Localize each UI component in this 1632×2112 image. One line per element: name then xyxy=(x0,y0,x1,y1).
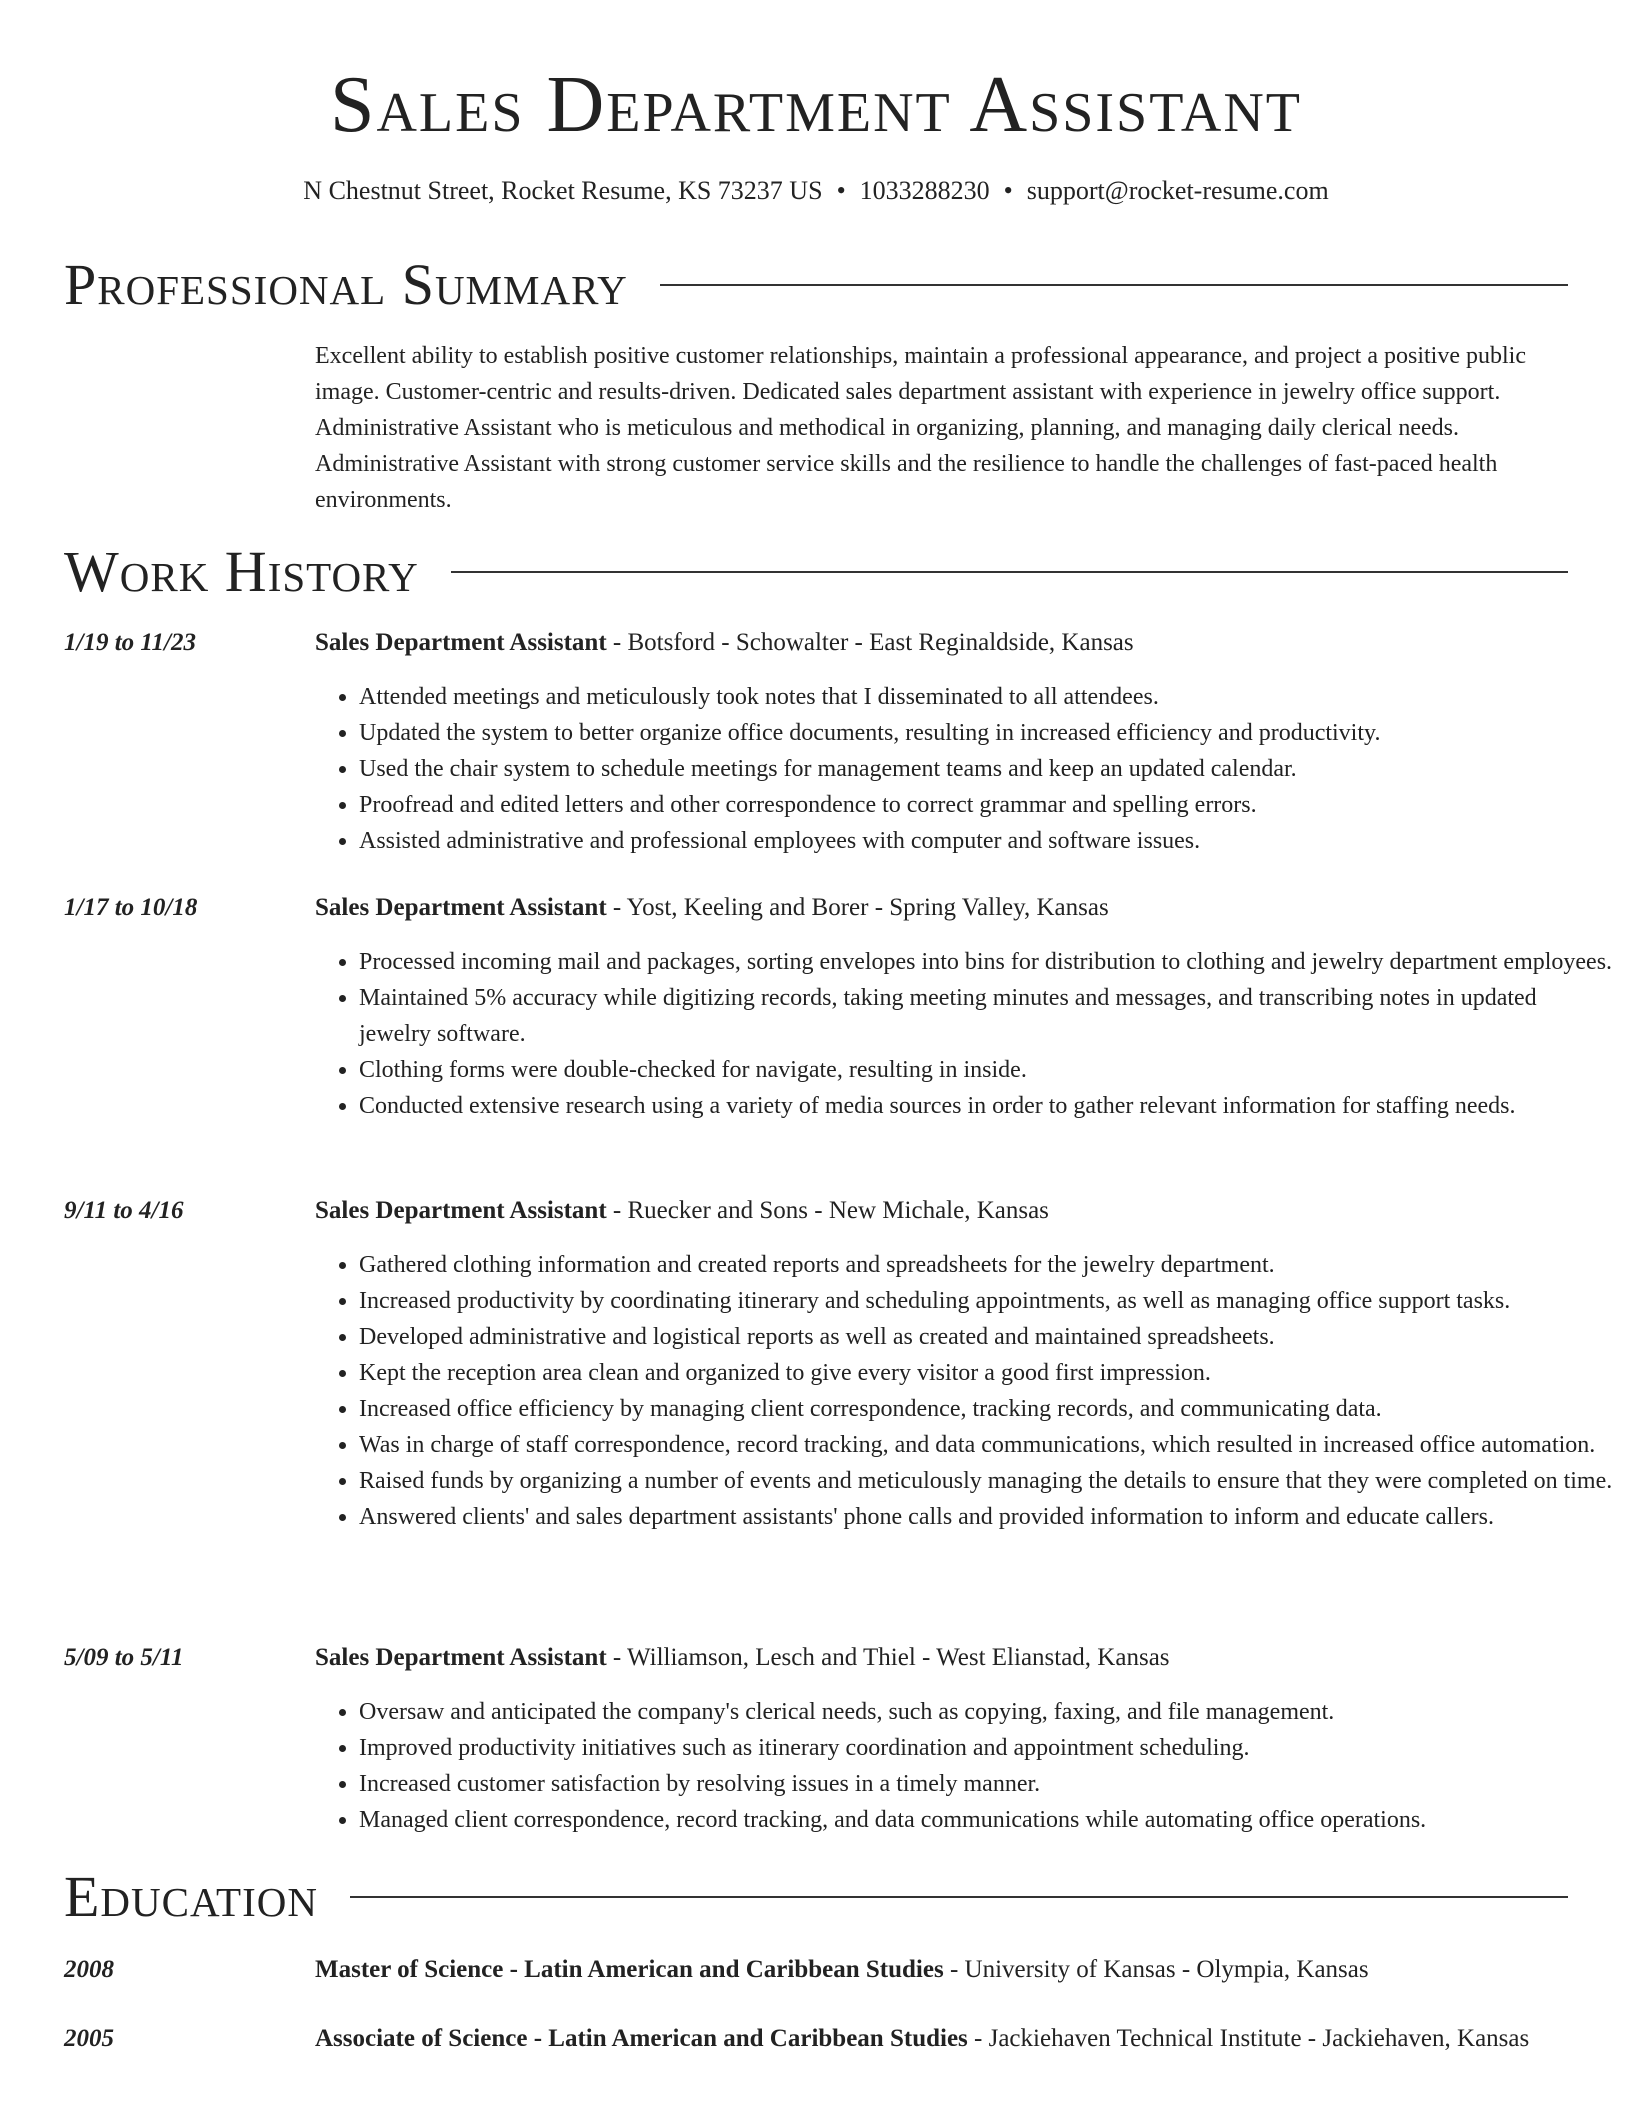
job-bullet: • Proofread and edited letters and other correspondence to correct grammar and spelling errors. xyxy=(359,787,1614,823)
job-dates: 1/19 to 11/23 xyxy=(64,629,196,656)
job-bullet: • Answered clients' and sales department assistants' phone calls and provided information to inform and educate callers. xyxy=(359,1499,1614,1535)
job-employer: - Botsford - Schowalter - East Reginaldside, Kansas xyxy=(606,629,1134,656)
contact-separator: • xyxy=(836,176,846,205)
job-employer: - Yost, Keeling and Borer - Spring Valley, Kansas xyxy=(606,894,1109,921)
job-bullet: • Updated the system to better organize office documents, resulting in increased efficiency and productivity. xyxy=(359,715,1614,751)
summary-text: Excellent ability to establish positive customer relationships, maintain a professional appearance, and project a positive public image. Customer-centric and results-driven. Dedicated sales department assistant with experience in jewelry office support. Administrative Assistant who is meticulous and methodical in organizing, planning, and managing daily clerical needs. Administrative Assistant with strong customer service skills and the resilience to handle the challenges of fast-paced health environments. xyxy=(315,343,1526,513)
education-school: - University of Kansas - Olympia, Kansas xyxy=(943,1956,1369,1983)
work-section-header xyxy=(64,537,1568,607)
job-bullet: • Gathered clothing information and created reports and spreadsheets for the jewelry department. xyxy=(359,1247,1614,1283)
job-bullet: • Clothing forms were double-checked for navigate, resulting in inside. xyxy=(359,1052,1614,1088)
job-title: Sales Department Assistant xyxy=(315,894,607,921)
job-title: Sales Department Assistant xyxy=(315,629,607,656)
section-title: Education xyxy=(64,1864,318,1929)
contact-line xyxy=(0,174,1632,208)
section-title: Work History xyxy=(64,539,419,604)
section-divider xyxy=(660,284,1568,286)
job-dates: 1/17 to 10/18 xyxy=(64,894,198,921)
education-degree: Master of Science - Latin American and Caribbean Studies xyxy=(315,1956,944,1983)
job-bullet: • Conducted extensive research using a variety of media sources in order to gather relevant information for staffing needs. xyxy=(359,1088,1614,1124)
job-bullet: • Developed administrative and logistical reports as well as created and maintained spreadsheets. xyxy=(359,1319,1614,1355)
job-title-line xyxy=(315,1193,1565,1229)
education-year: 2008 xyxy=(64,1956,114,1983)
section-divider xyxy=(451,571,1568,573)
job-employer: - Ruecker and Sons - New Michale, Kansas xyxy=(606,1197,1049,1224)
job-bullet: • Oversaw and anticipated the company's clerical needs, such as copying, faxing, and file management. xyxy=(359,1694,1614,1730)
job-bullet: • Kept the reception area clean and organized to give every visitor a good first impression. xyxy=(359,1355,1614,1391)
job-bullet: • Increased productivity by coordinating itinerary and scheduling appointments, as well as managing office support tasks. xyxy=(359,1283,1614,1319)
education-line xyxy=(315,1950,1565,1990)
contact-separator: • xyxy=(1003,176,1013,205)
job-title-line xyxy=(315,890,1565,926)
education-school: - Jackiehaven Technical Institute - Jackiehaven, Kansas xyxy=(967,2025,1530,2052)
job-title: Sales Department Assistant xyxy=(315,1644,607,1671)
job-title-line xyxy=(315,1640,1565,1676)
job-bullets xyxy=(315,1694,1614,1838)
job-bullet: • Increased customer satisfaction by resolving issues in a timely manner. xyxy=(359,1766,1614,1802)
job-title: Sales Department Assistant xyxy=(315,1197,607,1224)
job-bullet: • Maintained 5% accuracy while digitizing records, taking meeting minutes and messages, and transcribing notes in updated jewelry software. xyxy=(359,980,1614,1052)
education-year: 2005 xyxy=(64,2025,114,2052)
job-title-line xyxy=(315,625,1565,661)
job-bullets xyxy=(315,679,1614,859)
resume-name: Sales Department Assistant xyxy=(329,61,1302,149)
section-title: Professional Summary xyxy=(64,252,628,317)
education-line xyxy=(315,2019,1565,2059)
summary-section-header xyxy=(64,250,1568,320)
education-section-header xyxy=(64,1862,1568,1932)
job-bullet: • Assisted administrative and professional employees with computer and software issues. xyxy=(359,823,1614,859)
contact-address: N Chestnut Street, Rocket Resume, KS 73237 US xyxy=(303,176,823,205)
job-bullets xyxy=(315,944,1614,1124)
education-degree: Associate of Science - Latin American and Caribbean Studies xyxy=(315,2025,968,2052)
section-divider xyxy=(350,1896,1568,1898)
job-bullet: • Improved productivity initiatives such as itinerary coordination and appointment scheduling. xyxy=(359,1730,1614,1766)
job-bullets xyxy=(315,1247,1614,1535)
contact-phone[interactable]: 1033288230 xyxy=(859,176,990,205)
contact-email[interactable]: support@rocket-resume.com xyxy=(1026,176,1329,205)
job-dates: 5/09 to 5/11 xyxy=(64,1644,184,1671)
job-bullet: • Managed client correspondence, record tracking, and data communications while automating office operations. xyxy=(359,1802,1614,1838)
job-bullet: • Raised funds by organizing a number of events and meticulously managing the details to ensure that they were completed on time. xyxy=(359,1463,1614,1499)
job-employer: - Williamson, Lesch and Thiel - West Elianstad, Kansas xyxy=(606,1644,1170,1671)
job-bullet: • Was in charge of staff correspondence, record tracking, and data communications, which resulted in increased office automation. xyxy=(359,1427,1614,1463)
job-bullet: • Increased office efficiency by managing client correspondence, tracking records, and communicating data. xyxy=(359,1391,1614,1427)
job-bullet: • Attended meetings and meticulously took notes that I disseminated to all attendees. xyxy=(359,679,1614,715)
job-bullet: • Processed incoming mail and packages, sorting envelopes into bins for distribution to clothing and jewelry department employees. xyxy=(359,944,1614,980)
job-dates: 9/11 to 4/16 xyxy=(64,1197,184,1224)
job-bullet: • Used the chair system to schedule meetings for management teams and keep an updated calendar. xyxy=(359,751,1614,787)
